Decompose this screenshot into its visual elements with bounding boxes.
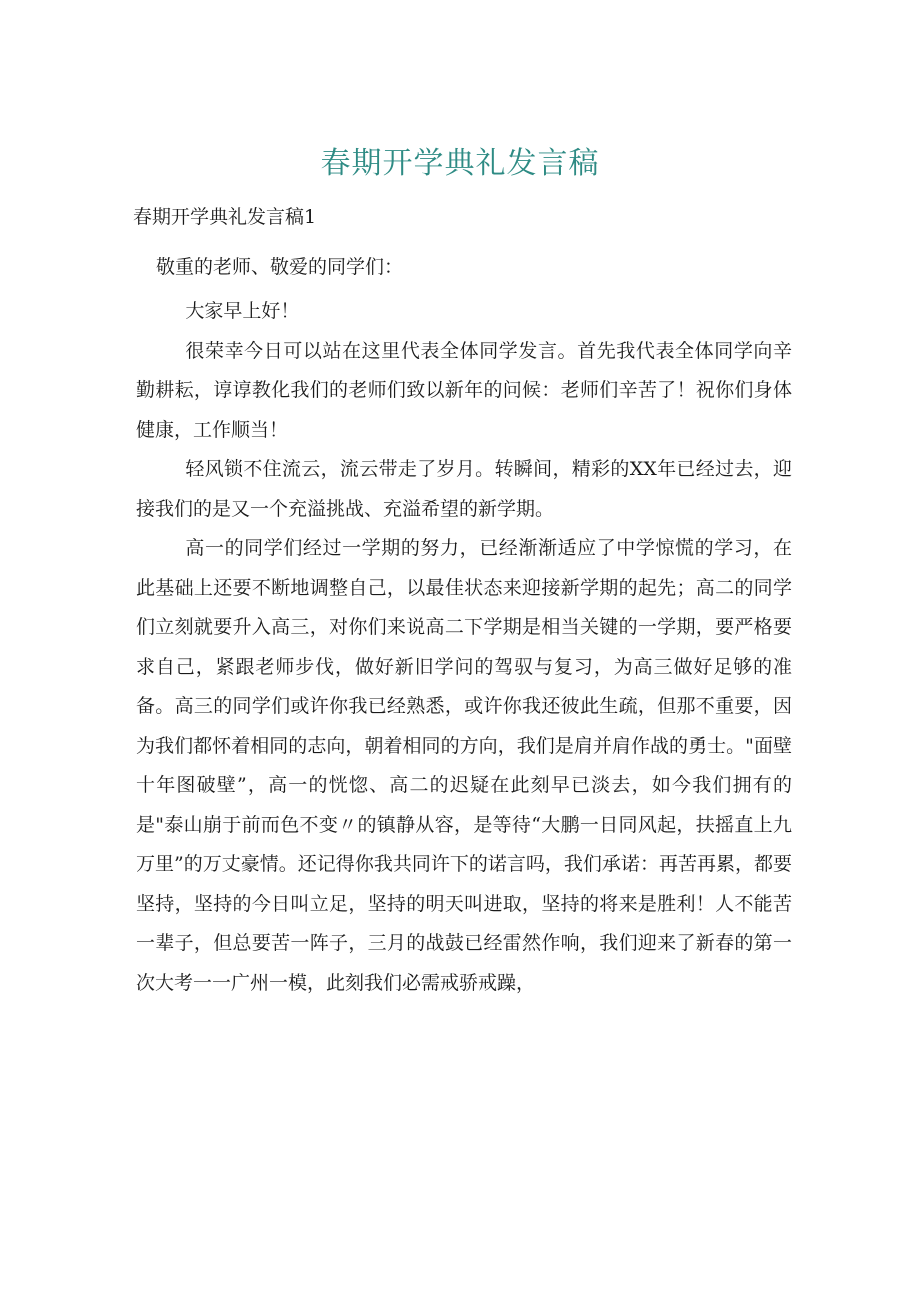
paragraph-greeting: 大家早上好！	[185, 300, 300, 322]
body-text	[136, 292, 792, 1003]
document-title: 春期开学典礼发言稿	[320, 146, 600, 181]
salutation: 敬重的老师、敬爱的同学们：	[156, 256, 404, 278]
section-heading: 春期开学典礼发言稿1	[133, 206, 317, 228]
paragraph-2: 轻风锁不住流云，流云带走了岁月。转瞬间，精彩的XX年已经过去，迎接我们的是又一个充溢挑战、充溢希望的新学期。	[136, 458, 792, 520]
paragraph-1: 很荣幸今日可以站在这里代表全体同学发言。首先我代表全体同学向辛勤耕耘，谆谆教化我们的老师们致以新年的问候：老师们辛苦了！祝你们身体健康，工作顺当！	[136, 339, 792, 441]
paragraph-3: 高一的同学们经过一学期的努力，已经渐渐适应了中学惊慌的学习，在此基础上还要不断地调整自己，以最佳状态来迎接新学期的起先；高二的同学们立刻就要升入高三，对你们来说高二下学期是相当关键的一学期，要严格要求自己，紧跟老师步伐，做好新旧学问的驾驭与复习，为高三做好足够的准备。高三的同学们或许你我已经熟悉，或许你我还彼此生疏，但那不重要，因为我们都怀着相同的志向，朝着相同的方向，我们是肩并肩作战的勇士。"面壁十年图破壁”，高一的恍惚、高二的迟疑在此刻早已淡去，如今我们拥有的是"泰山崩于前而色不变〃的镇静从容，是等待“大鹏一日同风起，扶摇直上九万里”的万丈豪情。还记得你我共同许下的诺言吗，我们承诺：再苦再累，都要坚持，坚持的今日叫立足，坚持的明天叫进取，坚持的将来是胜利！人不能苦一辈子，但总要苦一阵子，三月的战鼓已经雷然作响，我们迎来了新春的第一次大考一一广州一模，此刻我们必需戒骄戒躁，	[136, 537, 792, 994]
